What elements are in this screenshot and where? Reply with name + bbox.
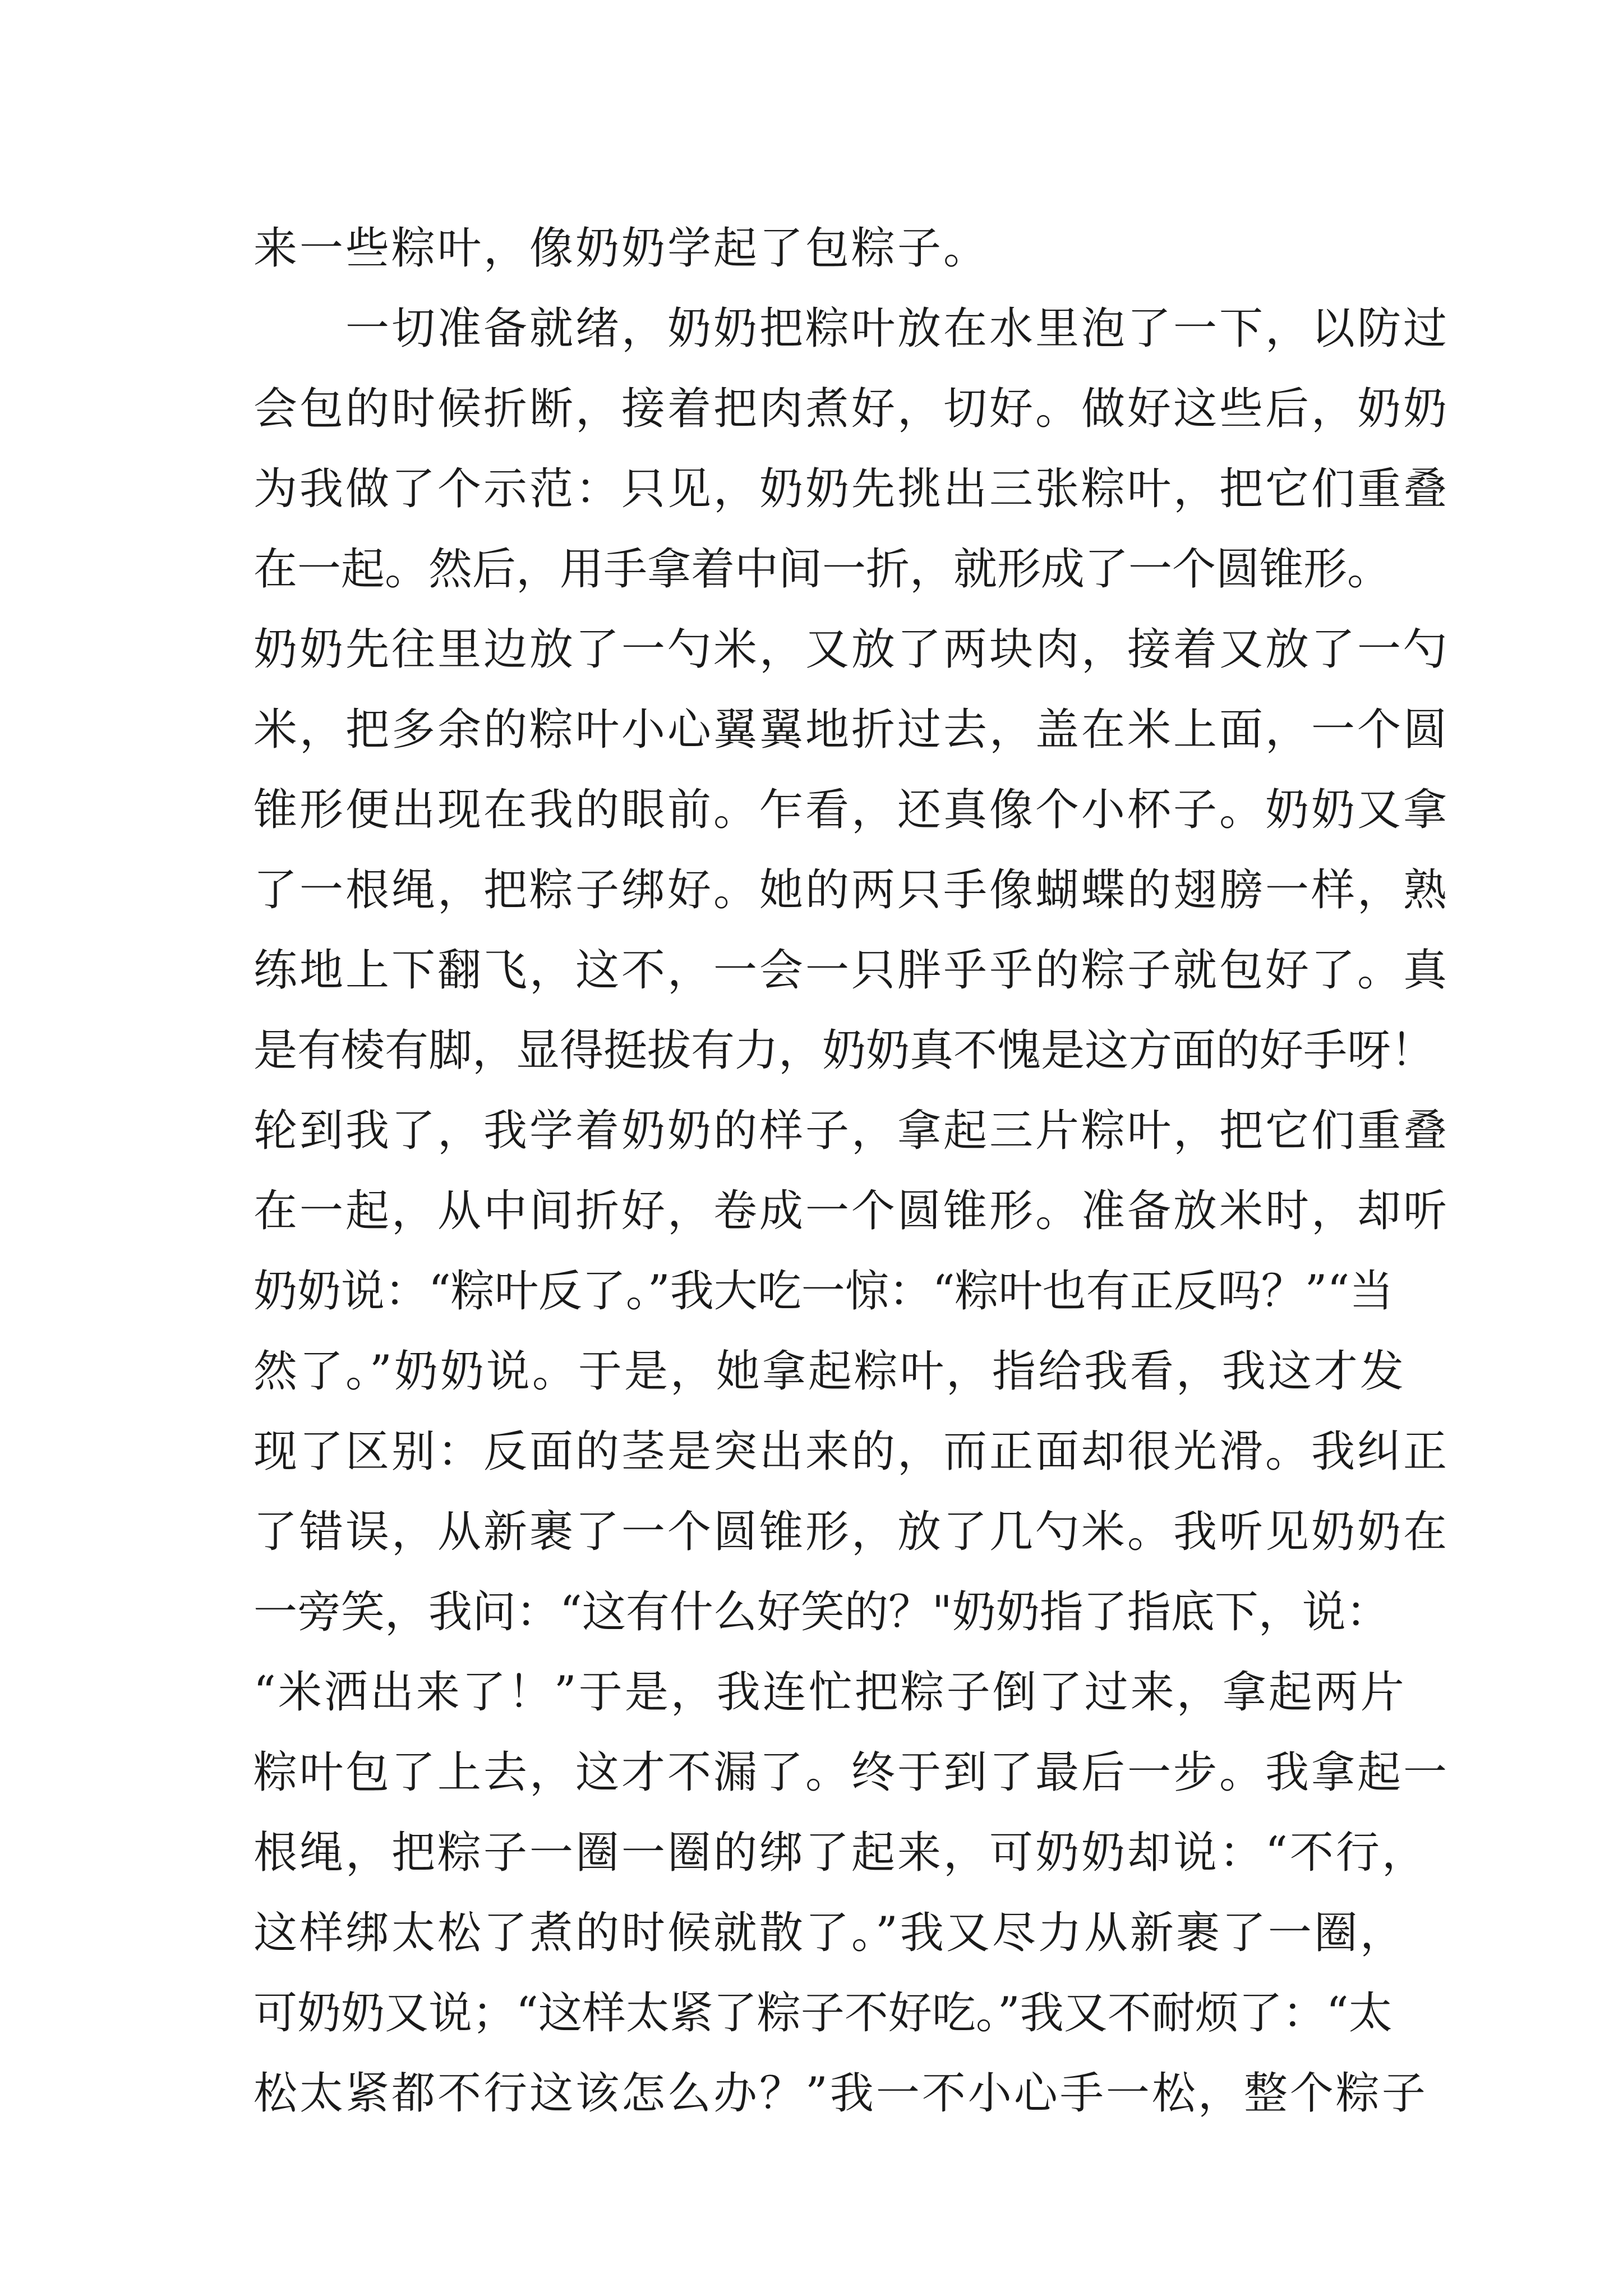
text-line-2: 一切准备就绪，奶奶把粽叶放在水里泡了一下，以防过 xyxy=(253,303,1450,354)
text-line-16: 现了区别：反面的茎是突出来的，而正面却很光滑。我纠正 xyxy=(253,1427,1450,1477)
text-line-15: 然了。”奶奶说。于是，她拿起粽叶，指给我看，我这才发 xyxy=(253,1346,1406,1397)
text-line-4: 为我做了个示范：只见，奶奶先挑出三张粽叶，把它们重叠 xyxy=(253,464,1450,514)
text-line-7: 米，把多余的粽叶小心翼翼地折过去，盖在米上面，一个圆 xyxy=(253,705,1450,755)
text-line-19: “米洒出来了！”于是，我连忙把粽子倒了过来，拿起两片 xyxy=(253,1667,1407,1718)
text-line-20: 粽叶包了上去，这才不漏了。终于到了最后一步。我拿起一 xyxy=(253,1747,1450,1798)
text-line-23: 可奶奶又说；“这样太紧了粽子不好吃。”我又不耐烦了：“太 xyxy=(253,1988,1393,2039)
text-line-18: 一旁笑，我问：“这有什么好笑的？"奶奶指了指底下，说： xyxy=(253,1587,1390,1637)
text-line-14: 奶奶说：“粽叶反了。”我大吃一惊：“粽叶也有正反吗？”“当 xyxy=(253,1266,1394,1317)
text-line-9: 了一根绳，把粽子绑好。她的两只手像蝴蝶的翅膀一样，熟 xyxy=(253,865,1450,915)
text-line-24: 松太紧都不行这该怎么办？”我一不小心手一松，整个粽子 xyxy=(253,2068,1428,2119)
text-line-1: 来一些粽叶，像奶奶学起了包粽子。 xyxy=(253,223,990,274)
text-line-3: 会包的时候折断，接着把肉煮好，切好。做好这些后，奶奶 xyxy=(253,384,1450,434)
text-line-13: 在一起，从中间折好，卷成一个圆锥形。准备放米时，却听 xyxy=(253,1186,1450,1236)
text-line-5: 在一起。然后，用手拿着中间一折，就形成了一个圆锥形。 xyxy=(253,544,1391,595)
text-line-11: 是有棱有脚，显得挺拔有力，奶奶真不愧是这方面的好手呀！ xyxy=(253,1025,1435,1076)
text-line-17: 了错误，从新裹了一个圆锥形，放了几勺米。我听见奶奶在 xyxy=(253,1507,1450,1557)
text-line-8: 锥形便出现在我的眼前。乍看，还真像个小杯子。奶奶又拿 xyxy=(253,785,1450,835)
text-line-6: 奶奶先往里边放了一勺米，又放了两块肉，接着又放了一勺 xyxy=(253,624,1450,675)
text-line-12: 轮到我了，我学着奶奶的样子，拿起三片粽叶，把它们重叠 xyxy=(253,1106,1450,1156)
text-line-10: 练地上下翻飞，这不，一会一只胖乎乎的粽子就包好了。真 xyxy=(253,945,1450,996)
text-line-21: 根绳，把粽子一圈一圈的绑了起来，可奶奶却说：“不行， xyxy=(253,1828,1428,1878)
body-text xyxy=(253,209,1450,2134)
text-line-22: 这样绑太松了煮的时候就散了。”我又尽力从新裹了一圈， xyxy=(253,1908,1406,1958)
